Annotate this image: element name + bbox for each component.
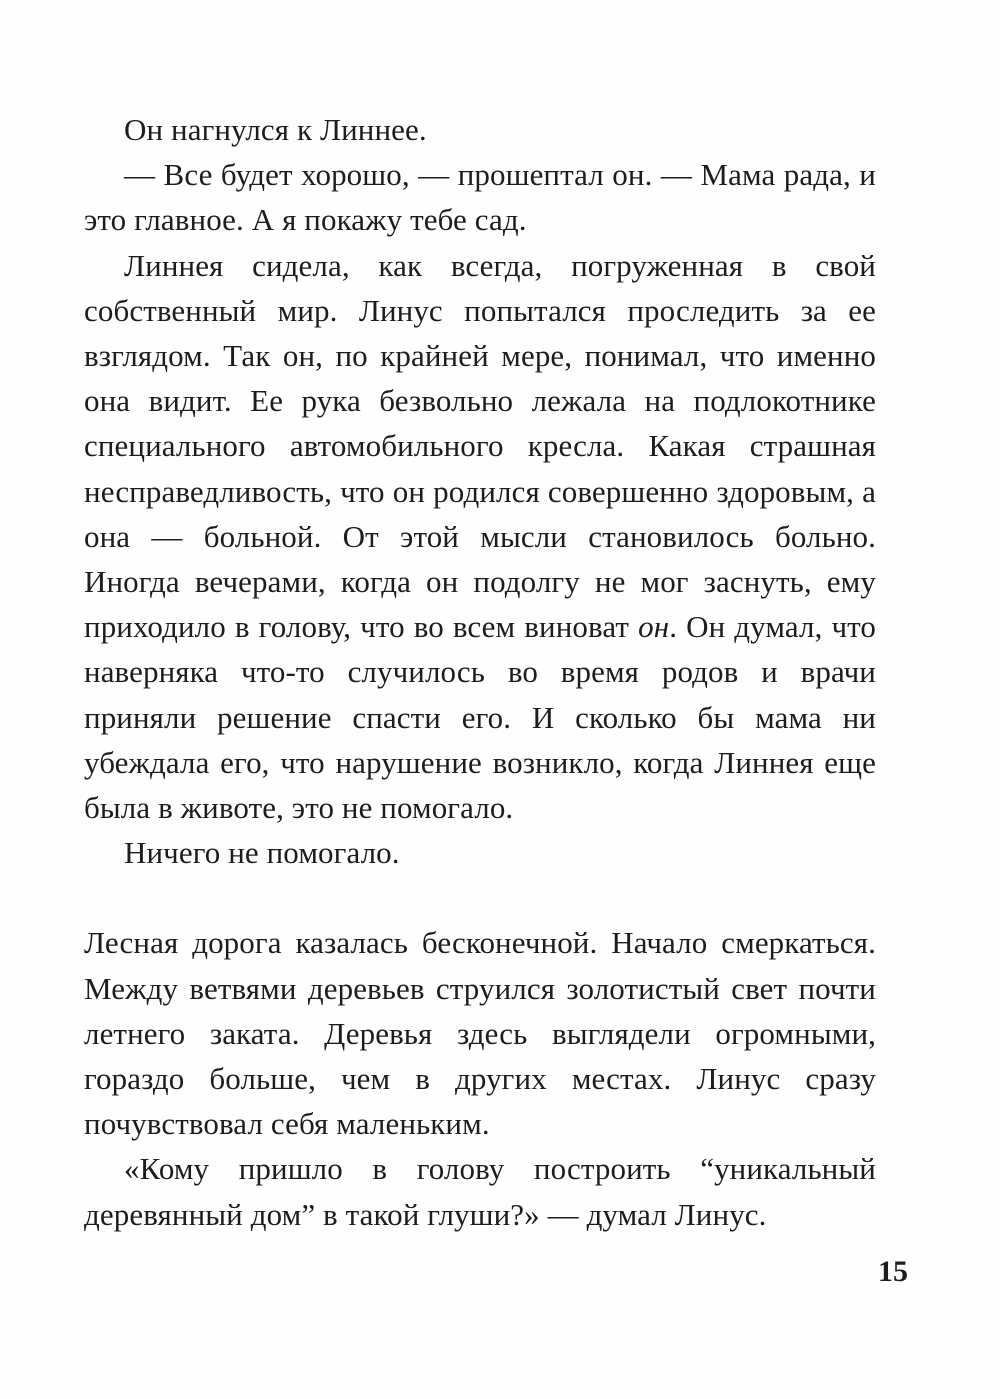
paragraph bbox=[84, 243, 876, 831]
paragraph: Он нагнулся к Линнее. bbox=[124, 112, 427, 147]
page-number: 15 bbox=[878, 1255, 908, 1288]
paragraph-dialogue: — Все будет хорошо, — прошептал он. — Мама рада, и это главное. А я покажу тебе сад. bbox=[84, 157, 876, 238]
paragraph-text: Линнея сидела, как всегда, погруженная в свой собственный мир. Линус попытался проследить за ее взглядом. Так он, по крайней мере, понимал, что именно она видит. Ее рука безвольно лежала на подлокотнике специального автомобильного кресла. Какая страшная несправедливость, что он родился совершенно здоровым, а она — больной. От этой мысли становилось больно. Иногда вечерами, когда он подолгу не мог заснуть, ему приходило в голову, что во всем виноват bbox=[84, 247, 876, 645]
paragraph: «Кому пришло в голову построить “уникальный деревянный дом” в такой глуши?» — думал Линус. bbox=[84, 1151, 876, 1232]
section-break bbox=[84, 875, 876, 920]
paragraph: Лесная дорога казалась бесконечной. Начало смеркаться. Между ветвями деревьев струился золотистый свет почти летнего заката. Деревья здесь выглядели огромными, гораздо больше, чем в других местах. Линус сразу почувствовал себя маленьким. bbox=[84, 925, 876, 1142]
body-text bbox=[84, 107, 876, 1237]
emphasis-text: он bbox=[638, 609, 670, 645]
paragraph-text: . Он думал, что наверняка что-то случилось во время родов и врачи приняли решение спасти его. И сколько бы мама ни убеждала его, что нарушение возникло, когда Линнея еще была в животе, это не помогало. bbox=[84, 609, 876, 826]
paragraph: Ничего не помогало. bbox=[124, 835, 400, 871]
